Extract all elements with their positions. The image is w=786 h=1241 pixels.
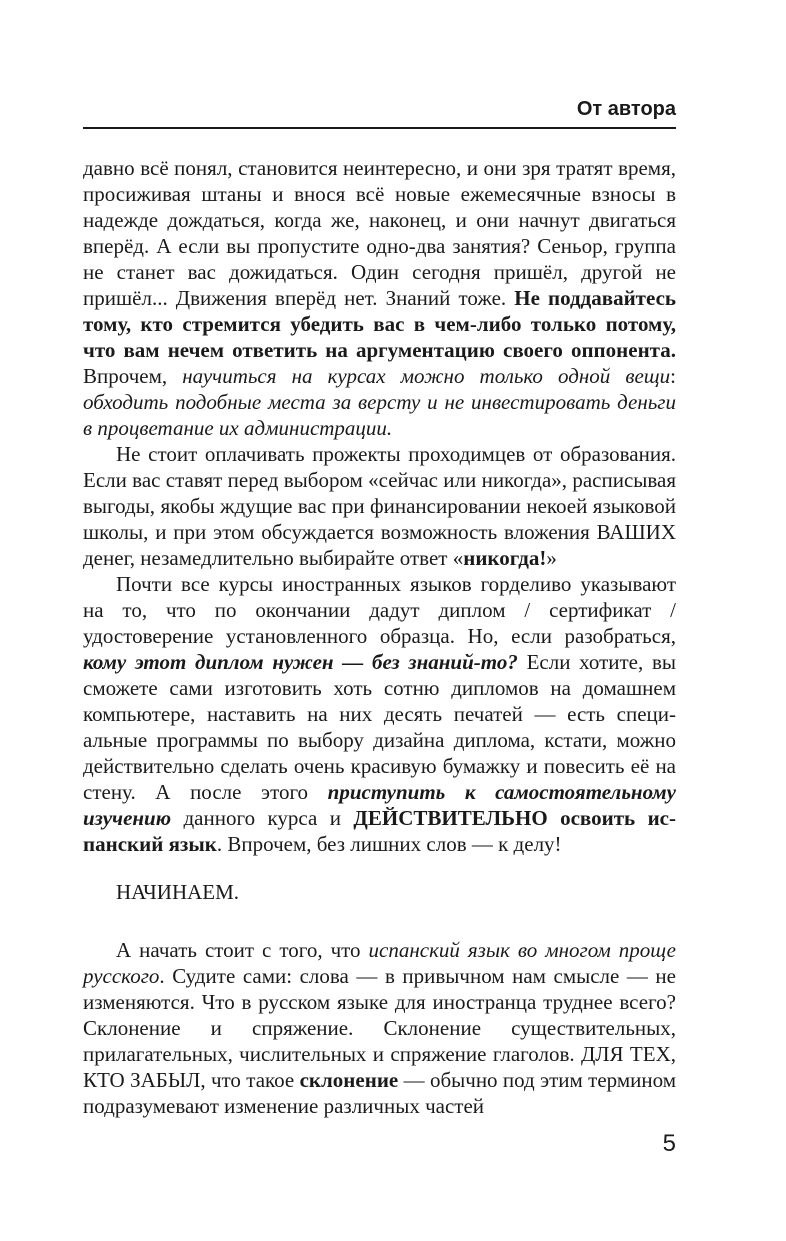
page-number: 5 (662, 1130, 676, 1157)
text-run: ДЕЙСТВИТЕЛЬНО освоить испанский язык (83, 806, 676, 856)
paragraph-4 (83, 937, 676, 1119)
text-run: склонение (299, 1068, 399, 1092)
text-column (83, 129, 676, 1119)
text-run: . Судите сами: слова — в привычном нам смысле — не изменяются. Что в русском языке для иностранца труднее всего? Склонение и спряжение. Склонение существительных, прилагательных, числительных и спряжение глаголов. ДЛЯ ТЕХ, КТО ЗАБЫЛ, что такое (83, 964, 676, 1092)
text-run: Впрочем, (83, 364, 183, 388)
text-run: Не стоит оплачивать прожекты проходимцев от образования. Если вас ставят перед выбором «сейчас или никогда», расписывая выгоды, якобы ждущие вас при финансировании некоей языковой школы, и при этом обсуждается возможность вложения ВАШИХ денег, незамедлительно выбирайте ответ « (83, 442, 676, 570)
text-run: давно всё понял, становится неинтересно, и они зря тратят время, просиживая штаны и внося всё новые ежемесячные взносы в надежде дождаться, когда же, наконец, и они начнут двигаться вперёд. А если вы пропустите одно-два занятия? Сеньор, группа не станет вас дожидаться. Один сегодня пришёл, другой не пришёл... Движения вперёд нет. Знаний тоже. (83, 156, 676, 310)
text-run: А начать стоит с того, что (116, 938, 369, 962)
text-run: приступить к самостоятельному изучению (83, 780, 676, 830)
text-run: Не поддавайтесь тому, кто стремится убедить вас в чем-либо только потому, что вам нечем ответить на аргументацию своего оппонента. (83, 286, 676, 362)
text-run: » (546, 546, 557, 570)
paragraph-3 (83, 571, 676, 857)
paragraph-2 (83, 441, 676, 571)
text-run: данного курса и (171, 806, 354, 830)
text-run: кому этот диплом нужен — без знаний-то? (83, 650, 518, 674)
paragraph-1 (83, 155, 676, 441)
text-run: — обычно под этим термином подразумевают изменение различных частей (83, 1068, 676, 1118)
text-run: : (670, 364, 677, 388)
text-run: научиться на курсах можно только одной вещи (182, 364, 671, 388)
running-head: От автора (576, 98, 676, 120)
text-run: испанский язык во многом проще русского (83, 938, 676, 988)
section-heading (83, 879, 676, 905)
text-run: НАЧИНАЕМ. (116, 880, 240, 904)
text-run: . Впрочем, без лишних слов — к делу! (216, 832, 562, 856)
text-run: Если хотите, вы сможете сами изготовить хоть сотню дипломов на домашнем компьютере, наставить на них десять печатей — есть специальные программы по выбору дизайна диплома, кстати, можно действительно сделать очень красивую бумажку и повесить её на стену. А после этого (83, 650, 677, 804)
text-run: обходить подобные места за версту и не инвестировать деньги в процветание их администрации. (83, 390, 676, 440)
text-run: никогда! (463, 546, 547, 570)
text-run: Почти все курсы иностранных языков горделиво указывают на то, что по окончании дадут диплом / сертификат / удостоверение установленного образца. Но, если разобраться, (83, 572, 676, 648)
